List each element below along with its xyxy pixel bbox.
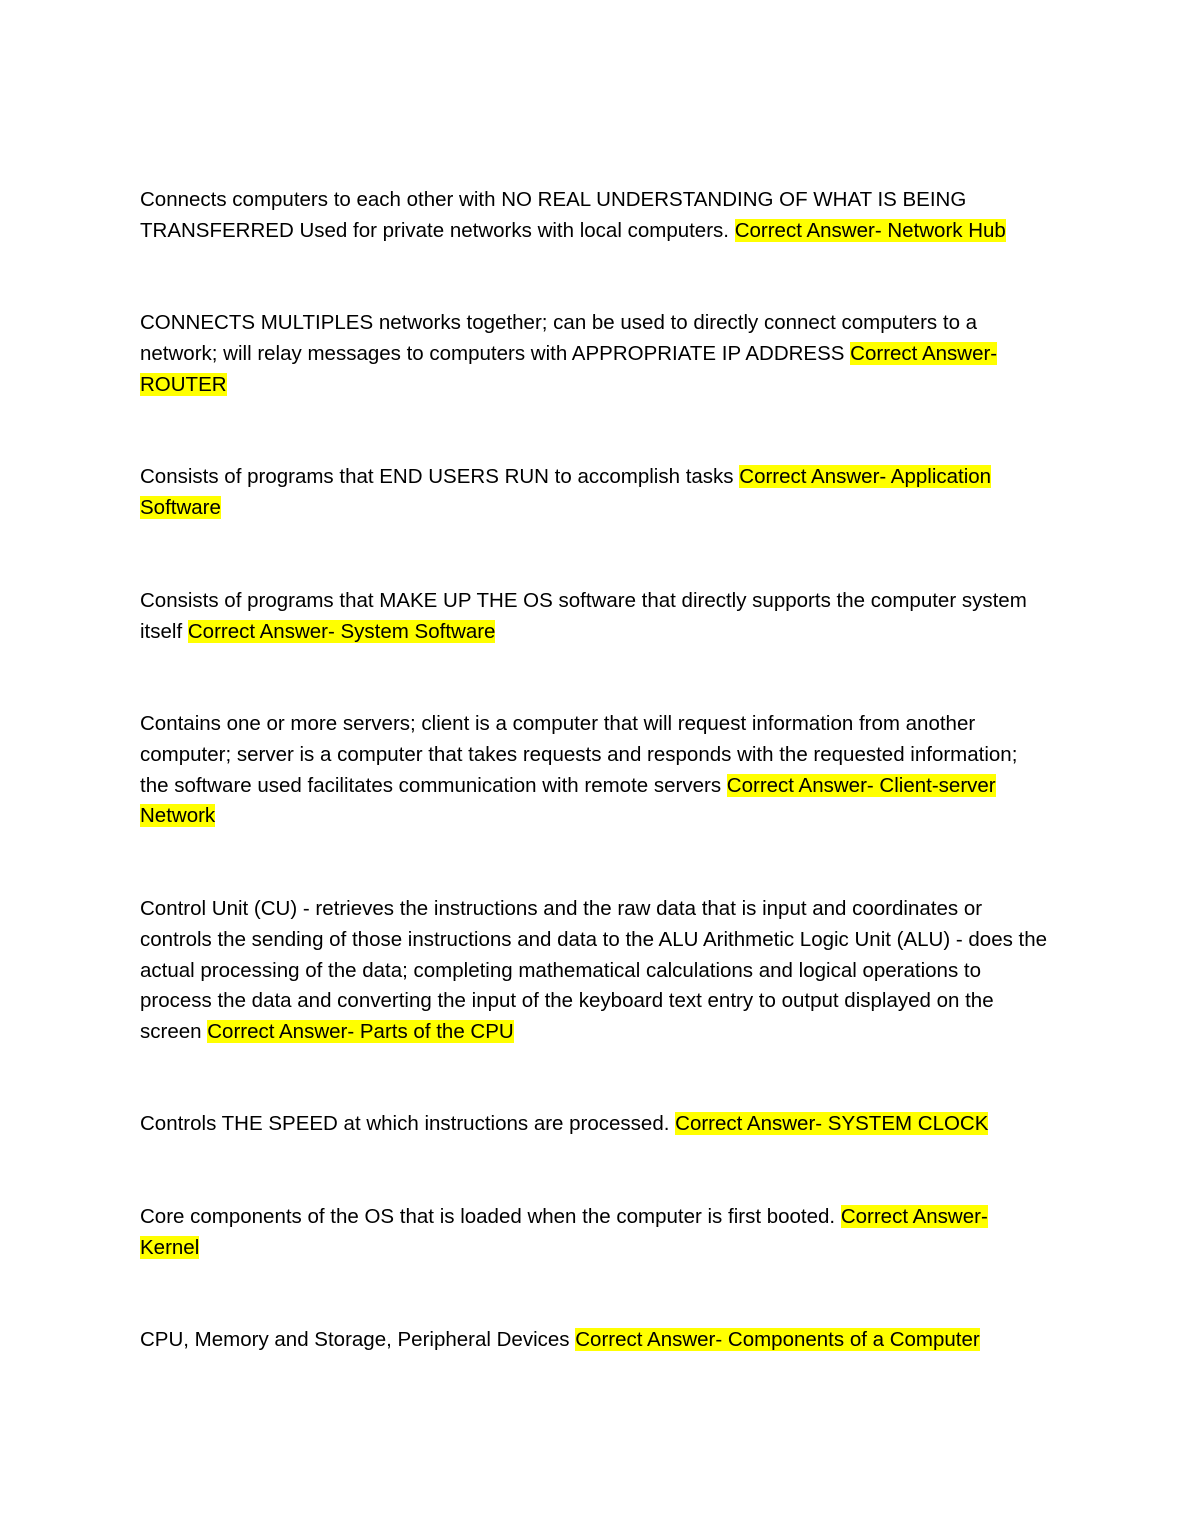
question-text: Consists of programs that MAKE UP THE OS software that directly supports the computer system itself: [140, 589, 1027, 643]
question-text: CPU, Memory and Storage, Peripheral Devices: [140, 1328, 570, 1351]
qa-entry-application-software: [140, 462, 1050, 524]
qa-entry-system-clock: [140, 1109, 1050, 1140]
answer-highlight: Correct Answer- Parts of the CPU: [207, 1020, 514, 1044]
question-text: Connects computers to each other with NO REAL UNDERSTANDING OF WHAT IS BEING TRANSFERRED Used for private networks with local computers.: [140, 188, 967, 242]
answer-highlight: Correct Answer- Components of a Computer: [575, 1328, 980, 1351]
answer-highlight: Correct Answer- ROUTER: [140, 341, 998, 396]
answer-highlight: Correct Answer- Network Hub: [734, 218, 1006, 242]
question-text: Consists of programs that END USERS RUN to accomplish tasks: [140, 465, 734, 488]
question-text: Control Unit (CU) - retrieves the instructions and the raw data that is input and coordinates or controls the sending of those instructions and data to the ALU Arithmetic Logic Unit (ALU) - does the actual processing of the data; completing mathematical calculations and logical operations to process the data and converting the input of the keyboard text entry to output displayed on the screen: [140, 897, 1048, 1044]
qa-entry-components-of-computer: [140, 1325, 1050, 1356]
answer-highlight: Correct Answer- System Software: [187, 619, 496, 643]
question-text: Core components of the OS that is loaded when the computer is first booted.: [140, 1205, 836, 1228]
qa-entry-client-server-network: [140, 709, 1050, 832]
answer-highlight: Correct Answer- Application Software: [140, 465, 992, 519]
question-text: Contains one or more servers; client is a computer that will request information from another computer; server is a computer that takes requests and responds with the requested information; the software used facilitates communication with remote servers: [140, 712, 1018, 797]
qa-entry-network-hub: [140, 185, 1050, 247]
qa-entry-system-software: [140, 586, 1050, 648]
question-text: CONNECTS MULTIPLES networks together; can be used to directly connect computers to a network; will relay messages to computers with APPROPRIATE IP ADDRESS: [140, 311, 978, 365]
qa-entry-router: [140, 308, 1050, 400]
answer-highlight: Correct Answer- Kernel: [140, 1205, 988, 1259]
answer-highlight: Correct Answer- SYSTEM CLOCK: [675, 1112, 989, 1135]
question-text: Controls THE SPEED at which instructions are processed.: [140, 1112, 670, 1135]
qa-entry-parts-of-cpu: [140, 894, 1050, 1048]
answer-highlight: Correct Answer- Client-server Network: [140, 773, 996, 828]
qa-entry-kernel: [140, 1202, 1050, 1264]
